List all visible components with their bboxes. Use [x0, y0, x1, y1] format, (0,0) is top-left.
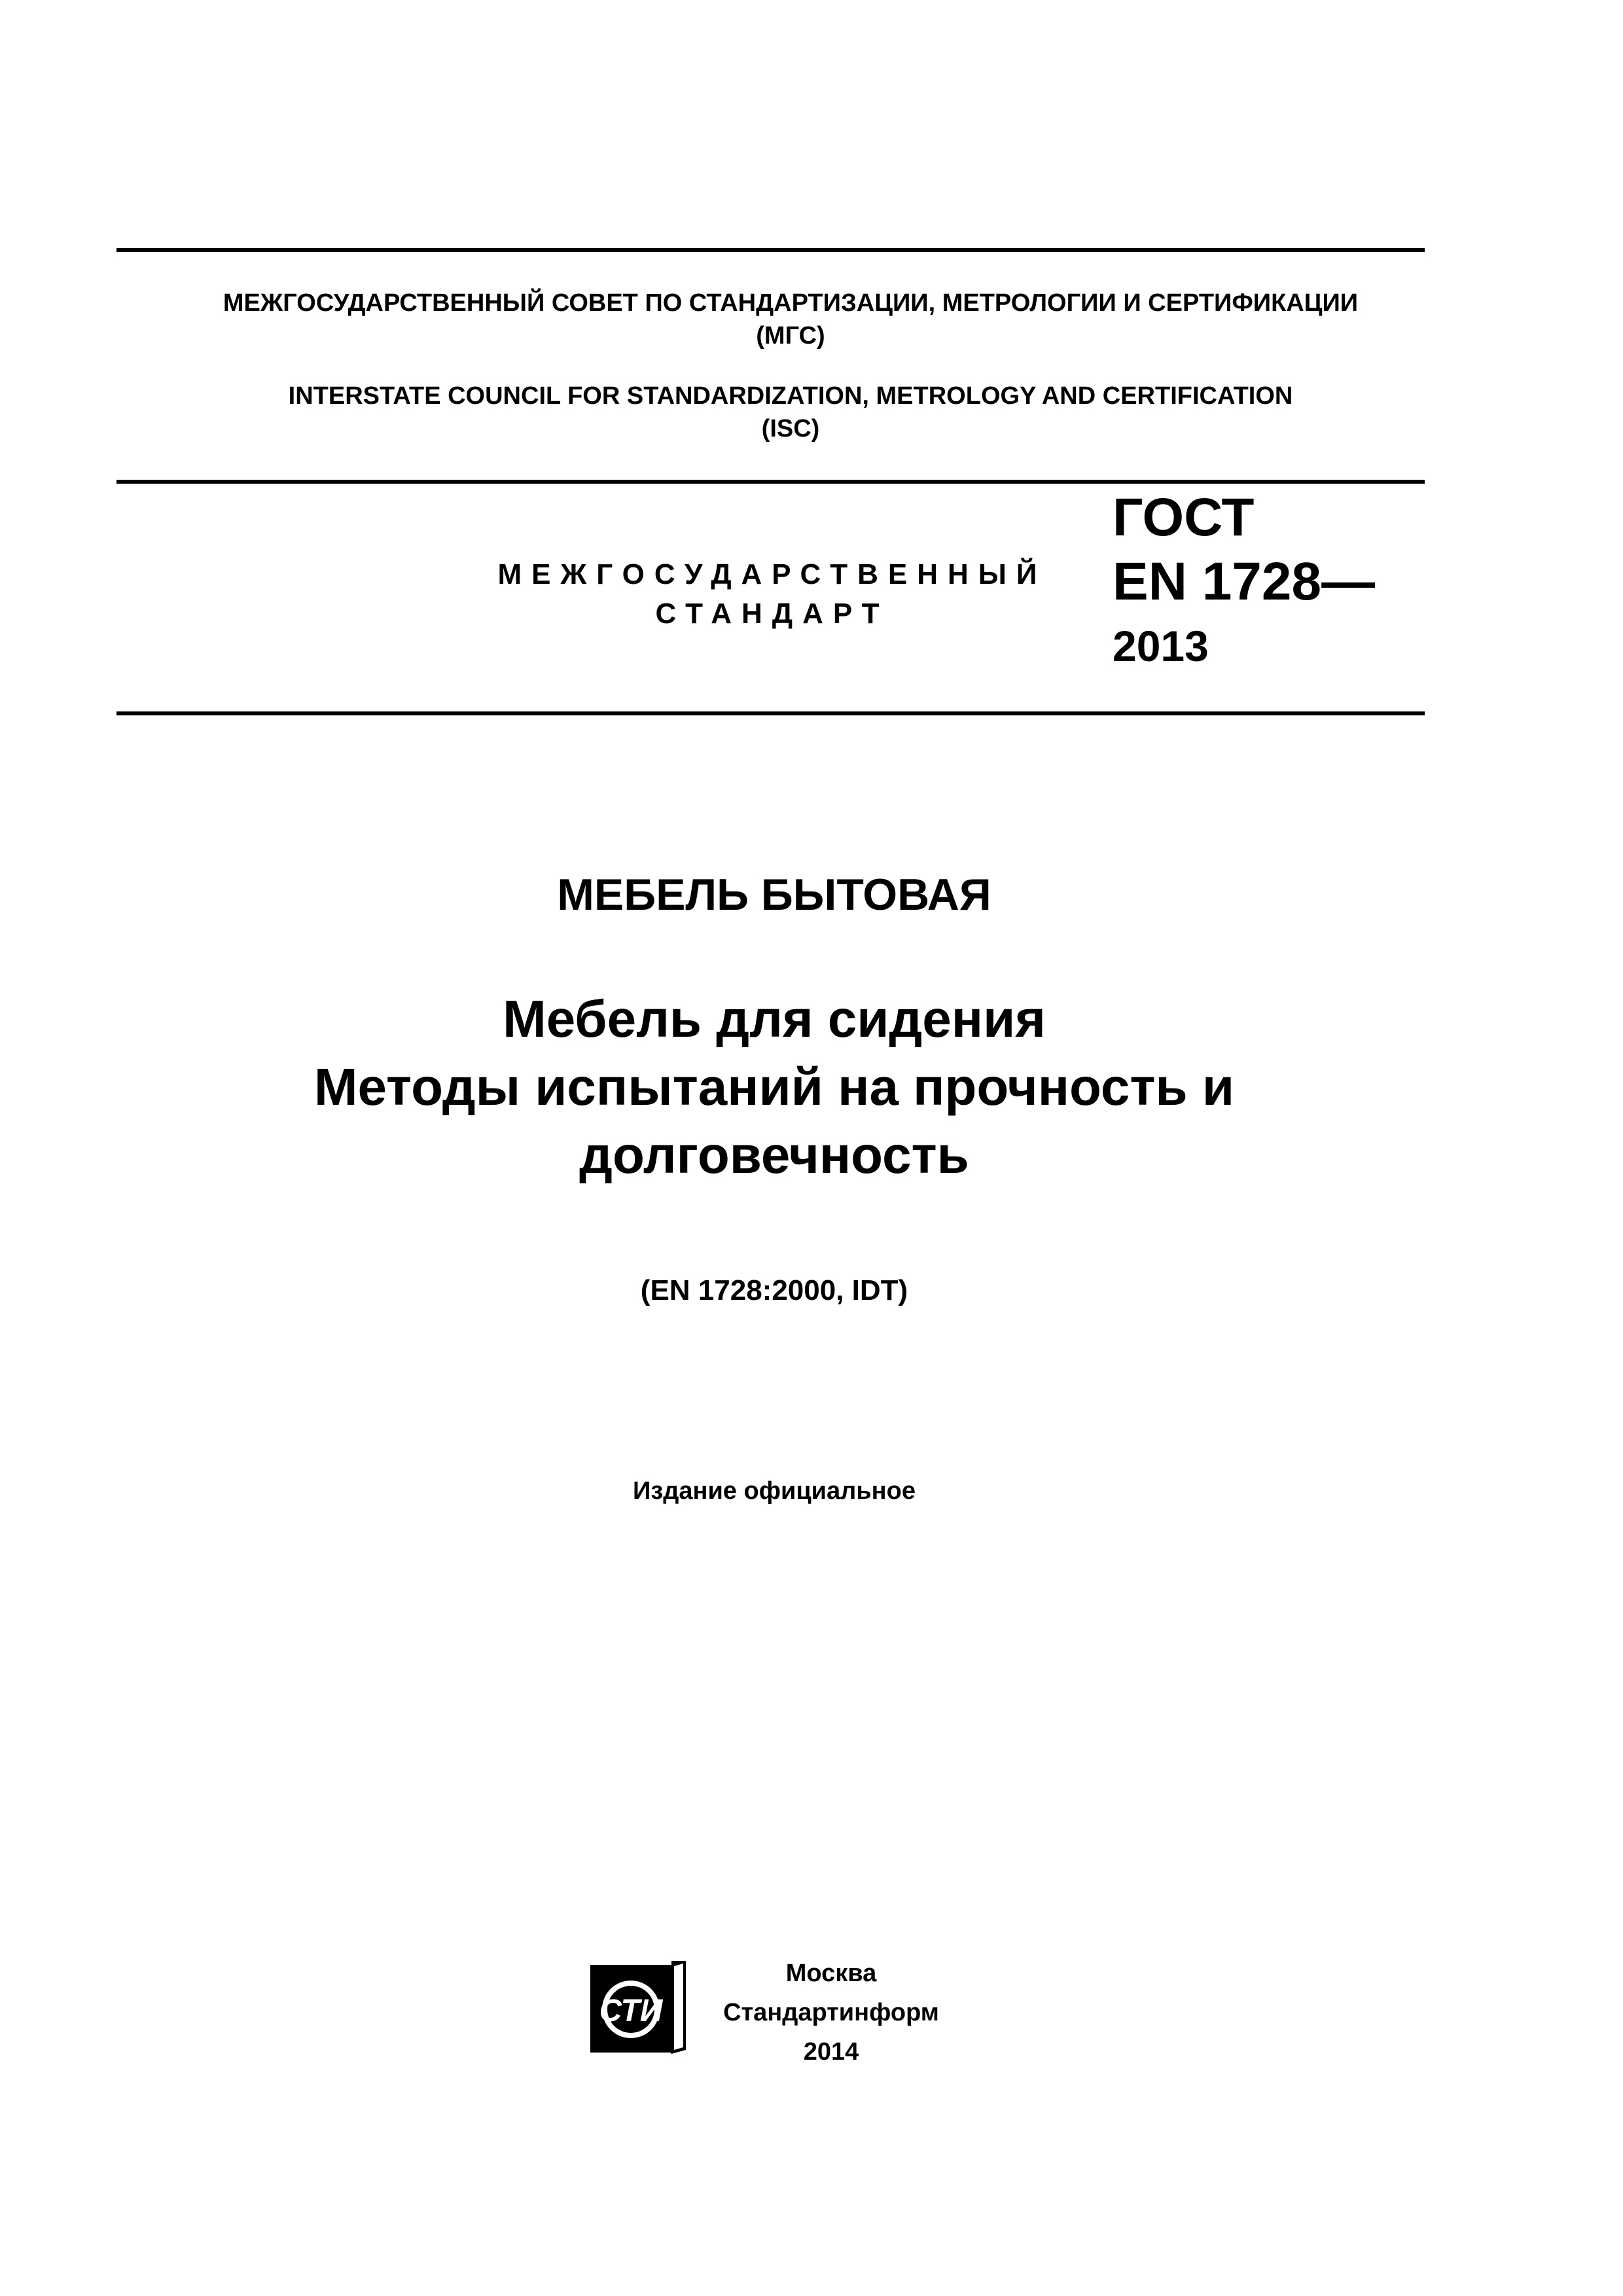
standard-type-label — [458, 555, 1086, 634]
publisher-city: Москва — [785, 1960, 877, 1987]
top-rule — [116, 248, 1425, 252]
logo-lettering: СТИ — [599, 1994, 663, 2028]
international-reference: (EN 1728:2000, IDT) — [640, 1274, 908, 1306]
council-name-en-line2: (ISC) — [761, 415, 820, 442]
gost-designation-line1: ГОСТ — [1113, 488, 1255, 547]
publisher-year: 2014 — [803, 2038, 859, 2066]
document-subtitle-line3: долговечность — [579, 1126, 969, 1184]
bottom-rule — [116, 711, 1425, 715]
document-title: МЕБЕЛЬ БЫТОВАЯ — [557, 870, 991, 920]
publisher-name: Стандартинформ — [723, 1999, 939, 2026]
council-name-ru — [116, 287, 1465, 352]
standard-type-line2: СТАНДАРТ — [655, 598, 889, 630]
gost-designation — [1113, 486, 1375, 678]
gost-designation-year: 2013 — [1113, 622, 1209, 670]
document-subtitle — [116, 985, 1432, 1189]
document-subtitle-line1: Мебель для сидения — [503, 990, 1046, 1048]
standartinform-logo-icon — [588, 1958, 698, 2056]
gost-designation-line2: EN 1728— — [1113, 552, 1376, 611]
council-name-ru-line2: (МГС) — [756, 322, 825, 350]
council-name-en-line1: INTERSTATE COUNCIL FOR STANDARDIZATION, METROLOGY AND CERTIFICATION — [288, 382, 1293, 410]
council-name-ru-line1: МЕЖГОСУДАРСТВЕННЫЙ СОВЕТ ПО СТАНДАРТИЗАЦИИ, МЕТРОЛОГИИ И СЕРТИФИКАЦИИ — [223, 289, 1359, 317]
edition-note: Издание официальное — [633, 1477, 916, 1505]
document-subtitle-line2: Методы испытаний на прочность и — [313, 1058, 1235, 1116]
publisher-block — [720, 1954, 942, 2072]
standard-type-line1: МЕЖГОСУДАРСТВЕННЫЙ — [497, 558, 1047, 590]
council-name-en — [116, 380, 1465, 445]
middle-rule — [116, 480, 1425, 484]
